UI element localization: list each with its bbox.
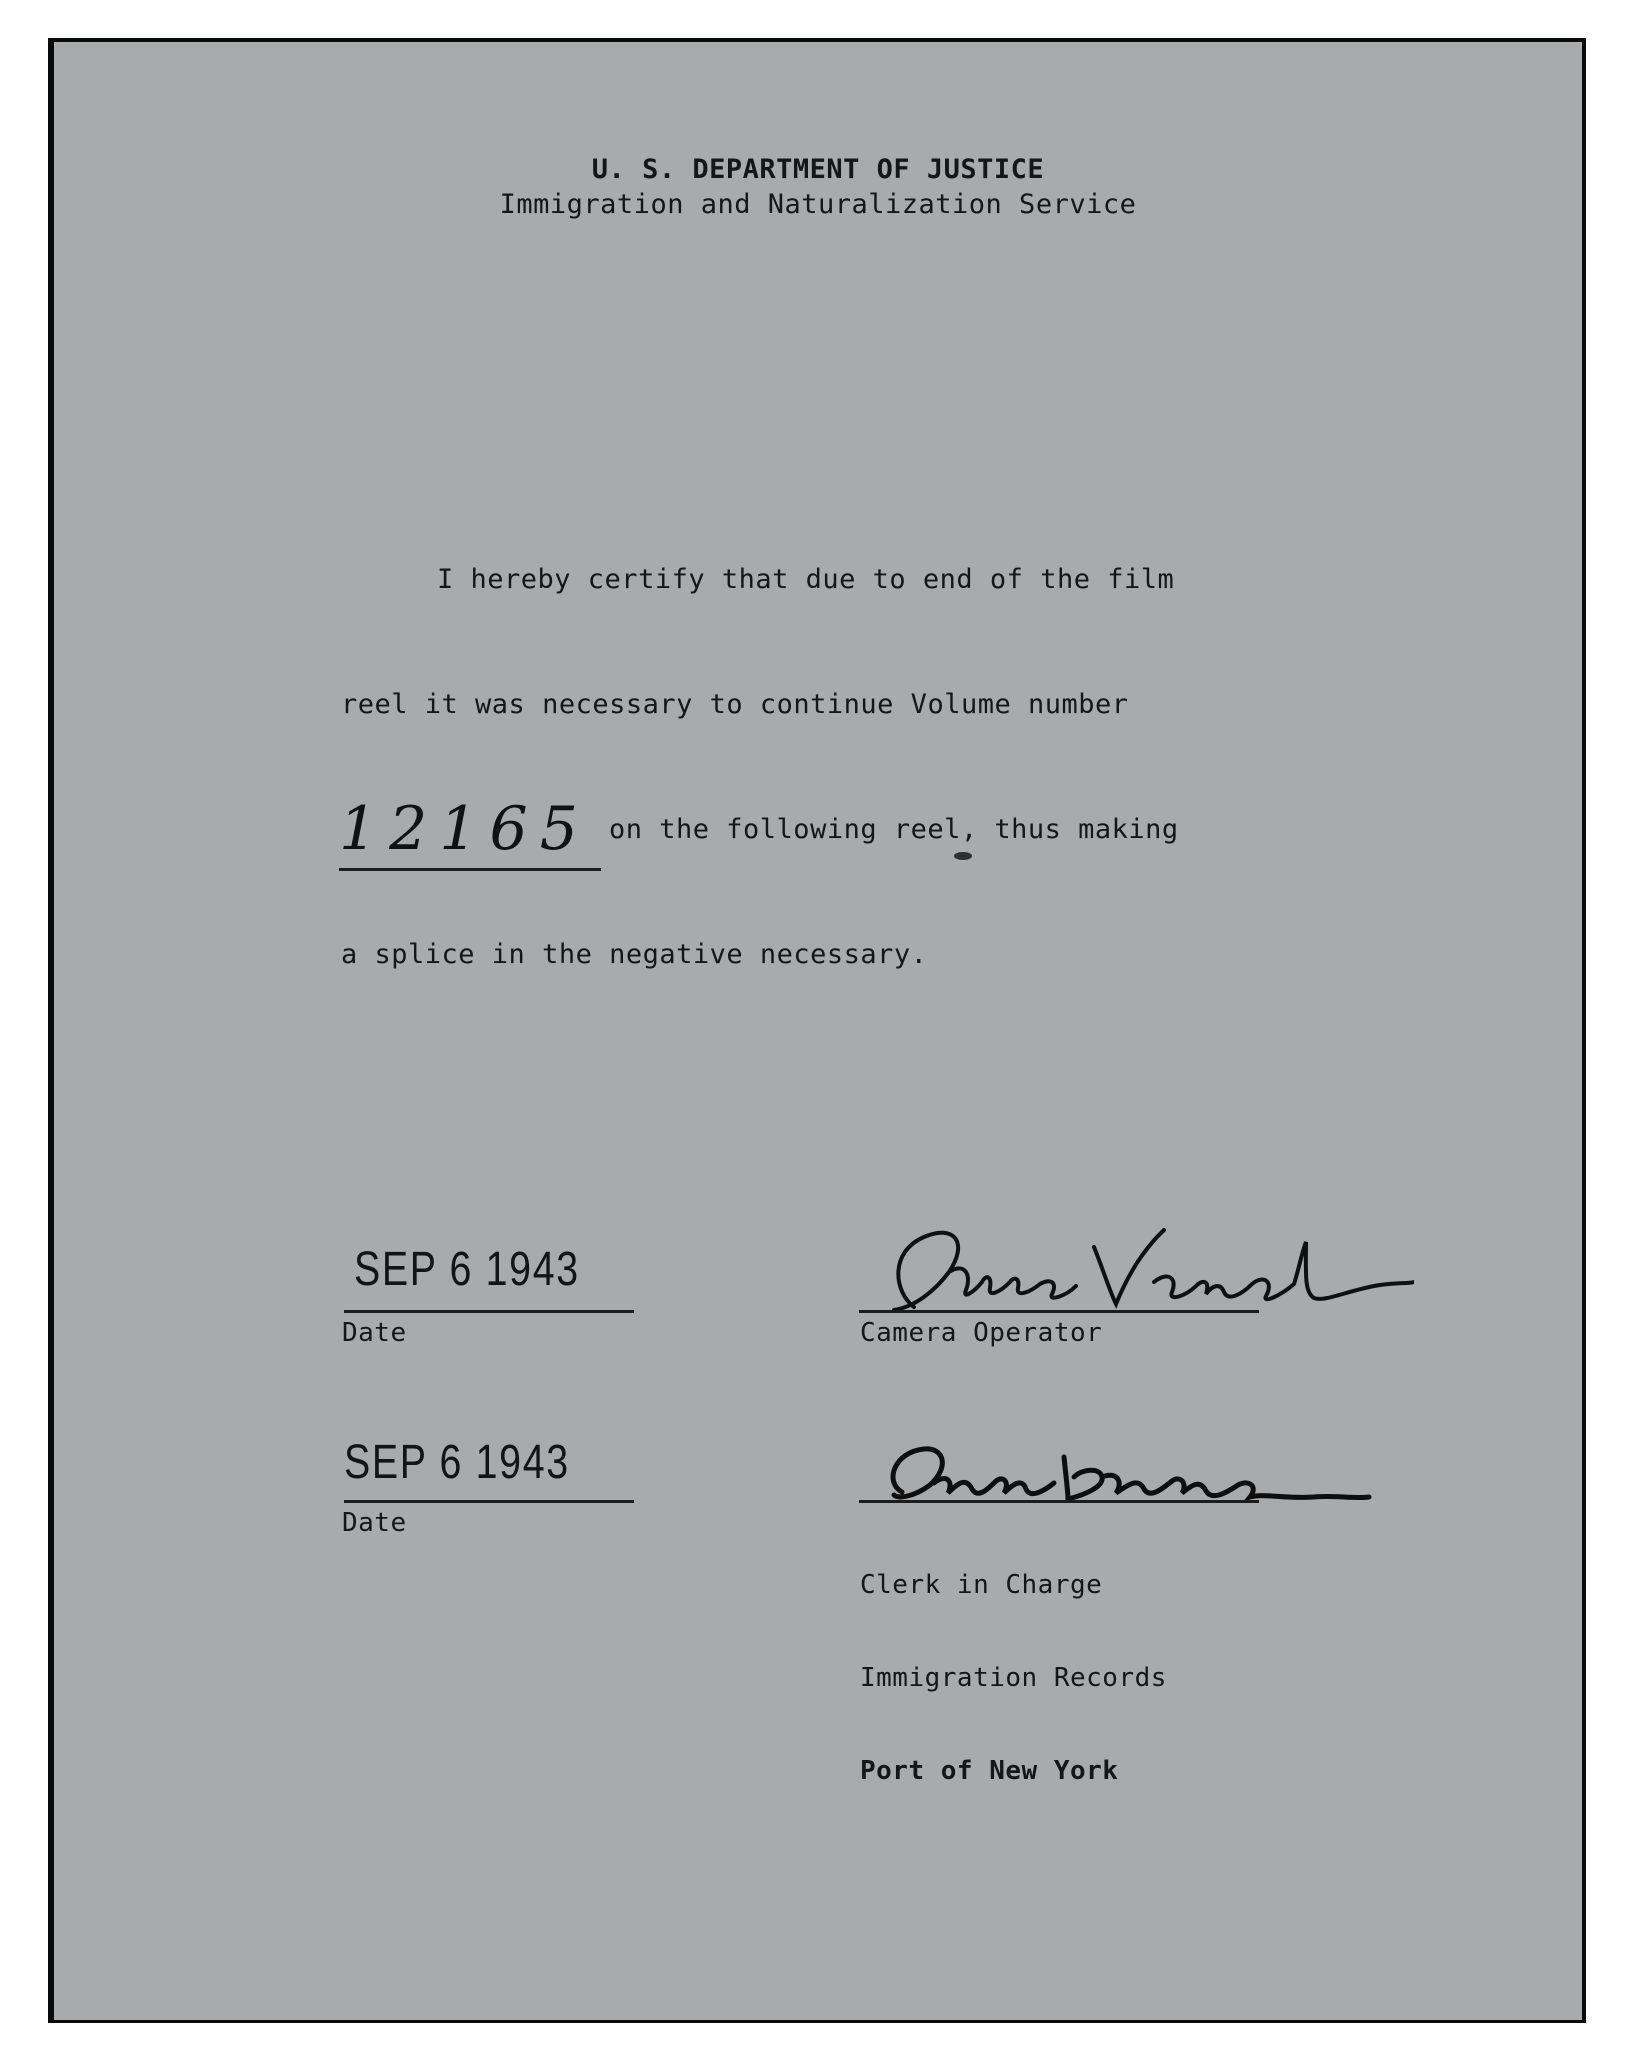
date-stamp-1: SEP 6 1943 (354, 1243, 580, 1296)
volume-number-underline (339, 868, 601, 871)
department-heading: U. S. DEPARTMENT OF JUSTICE (591, 154, 1045, 185)
volume-number: 12165 (339, 794, 590, 864)
ink-blot (954, 852, 972, 860)
clerk-label-line-3: Port of New York (860, 1756, 1119, 1786)
certification-line-1: I hereby certify that due to end of the film (437, 564, 1175, 595)
date-rule-1 (344, 1310, 634, 1313)
clerk-signature (854, 1437, 1374, 1517)
clerk-label-line-2: Immigration Records (860, 1663, 1167, 1693)
camera-operator-signature (854, 1212, 1414, 1322)
certification-line-2: reel it was necessary to continue Volume number (341, 689, 1129, 720)
certification-line-4: a splice in the negative necessary. (341, 939, 928, 970)
date-label-1: Date (342, 1318, 407, 1348)
clerk-label-line-1: Clerk in Charge (860, 1570, 1103, 1600)
clerk-label-block (860, 1508, 1167, 1849)
service-heading: Immigration and Naturalization Service (499, 189, 1137, 220)
signature-rule-2 (859, 1500, 1259, 1503)
signature-rule-1 (859, 1310, 1259, 1313)
date-label-2: Date (342, 1508, 407, 1538)
camera-operator-label: Camera Operator (860, 1318, 1103, 1348)
date-rule-2 (344, 1500, 634, 1503)
date-stamp-2: SEP 6 1943 (344, 1436, 570, 1489)
certification-line-3: on the following reel, thus making (609, 814, 1179, 845)
document-sheet (54, 42, 1582, 2020)
